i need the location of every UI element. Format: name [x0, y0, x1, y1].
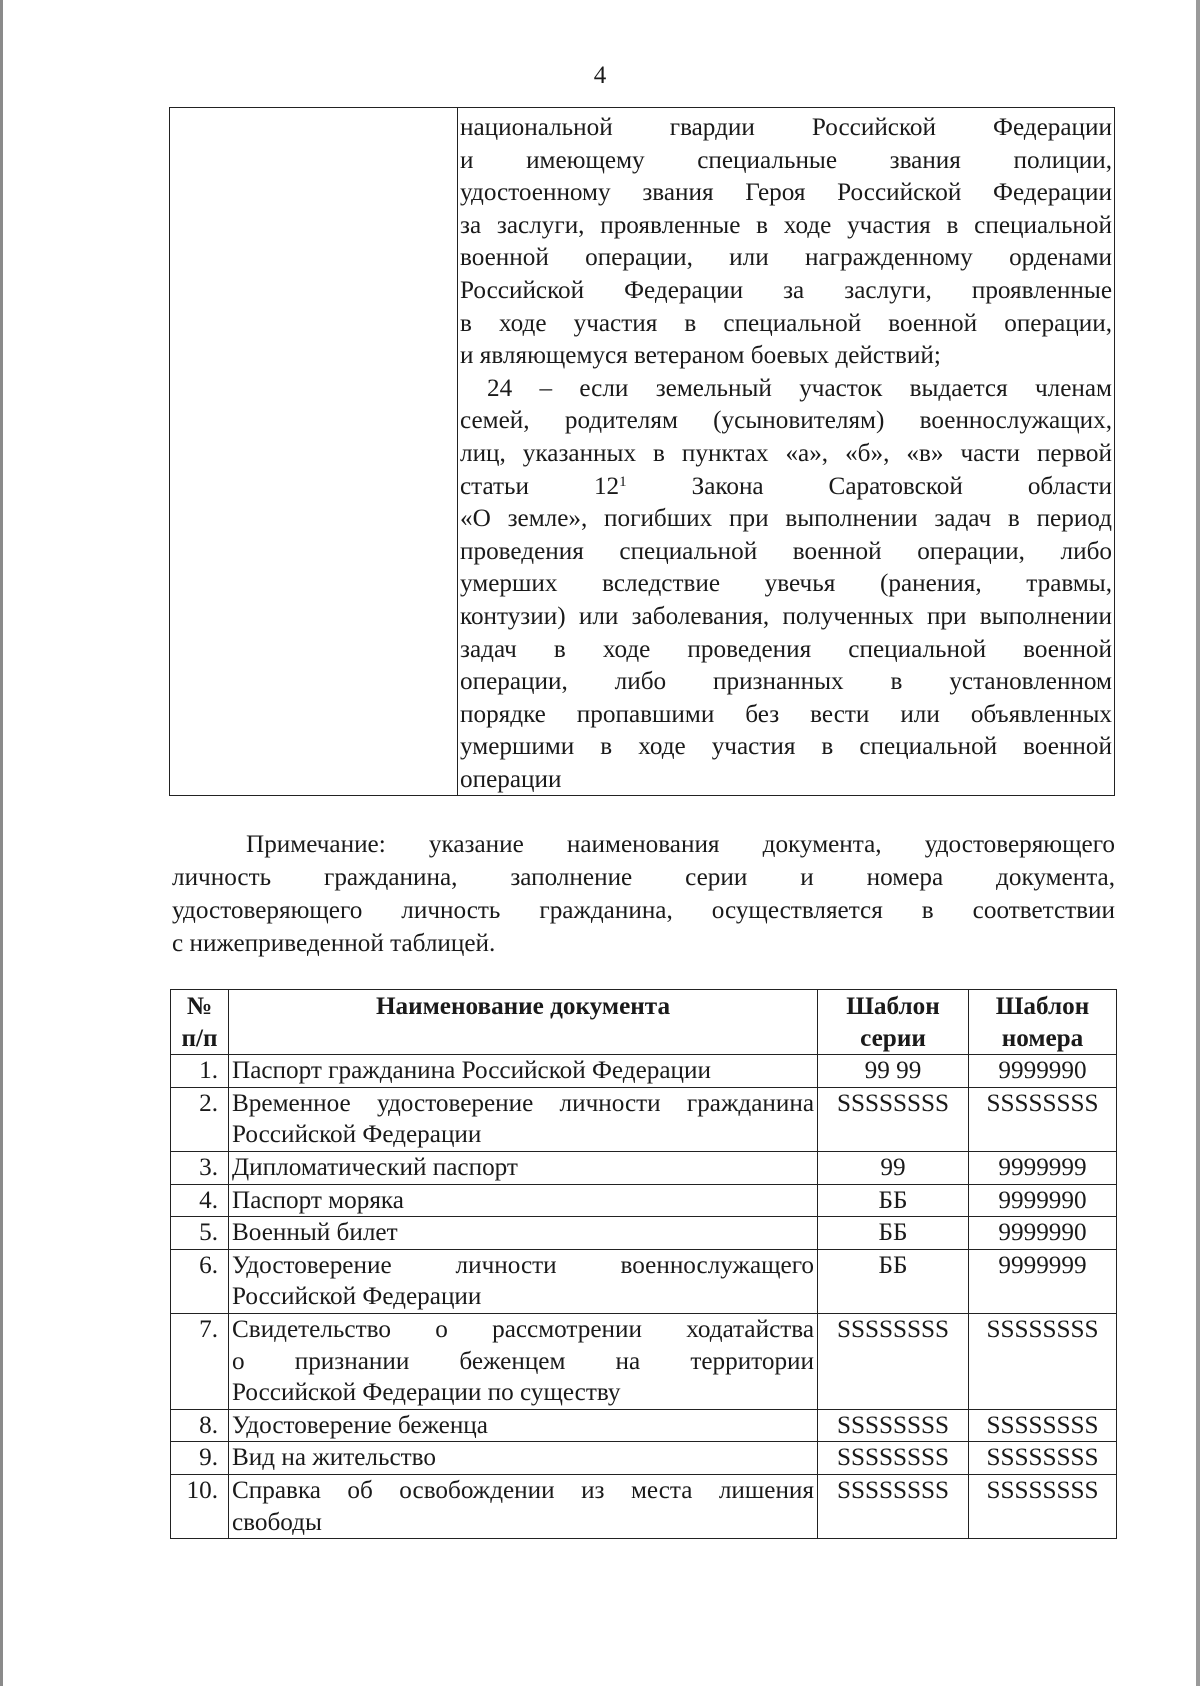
- note-line: личность гражданина, заполнение серии и номера документа,: [172, 864, 1115, 891]
- row-number: 9999999: [969, 1249, 1117, 1313]
- scan-edge-right: [1196, 0, 1200, 1686]
- text-line: национальной гвардии Российской Федерации: [460, 114, 1112, 141]
- text-line: умерших вследствие увечья (ранения, травмы,: [460, 570, 1112, 598]
- row-num: 9.: [171, 1442, 229, 1475]
- row-series: ББ: [818, 1217, 969, 1250]
- text-line: военной операции, или награжденному орденами: [460, 244, 1112, 272]
- row-series: 99 99: [818, 1055, 969, 1088]
- row-number: SSSSSSSS: [969, 1409, 1117, 1442]
- row-series: 99: [818, 1151, 969, 1184]
- scan-edge-left: [0, 0, 3, 1686]
- table-row: [171, 1151, 1117, 1184]
- page-number: 4: [593, 62, 607, 89]
- row-num: 4.: [171, 1184, 229, 1217]
- documents-table: [170, 989, 1117, 1539]
- row-number: 9999990: [969, 1217, 1117, 1250]
- text-line: умершими в ходе участия в специальной военной: [460, 733, 1112, 761]
- text-line: проведения специальной военной операции, либо: [460, 537, 1112, 565]
- table-row: [171, 1409, 1117, 1442]
- table-row: [171, 1249, 1117, 1313]
- row-name: Паспорт гражданина Российской Федерации: [229, 1055, 818, 1088]
- row-name: Удостоверение личности военнослужащего Российской Федерации: [229, 1249, 818, 1313]
- note-paragraph: [172, 828, 1115, 960]
- text-line: за заслуги, проявленные в ходе участия в специальной: [460, 211, 1112, 239]
- row-number: SSSSSSSS: [969, 1087, 1117, 1151]
- law-name: Закона Саратовской области: [691, 472, 1113, 500]
- text-line: контузии) или заболевания, полученных при выполнении: [460, 602, 1112, 630]
- text-line: операции, либо признанных в установленном: [460, 668, 1112, 696]
- row-name: Удостоверение беженца: [229, 1409, 818, 1442]
- text-line: семей, родителям (усыновителям) военнослужащих,: [460, 407, 1112, 435]
- row-name: Временное удостоверение личности гражданина Российской Федерации: [229, 1087, 818, 1151]
- article-superscript: 1: [619, 473, 627, 490]
- row-series: SSSSSSSS: [818, 1474, 969, 1538]
- row-num: 1.: [171, 1055, 229, 1088]
- text-line: 24 – если земельный участок выдается членам: [487, 374, 1112, 402]
- row-name: Военный билет: [229, 1217, 818, 1250]
- text-line: «О земле», погибших при выполнении задач в период: [460, 505, 1112, 533]
- statute-word: статьи: [460, 472, 529, 500]
- table-row: [171, 1442, 1117, 1475]
- row-num: 3.: [171, 1151, 229, 1184]
- table-row: [171, 1055, 1117, 1088]
- row-num: 7.: [171, 1313, 229, 1409]
- header-num: № п/п: [171, 990, 229, 1055]
- row-series: ББ: [818, 1249, 969, 1313]
- row-series: ББ: [818, 1184, 969, 1217]
- text-line: задач в ходе проведения специальной военной: [460, 635, 1112, 663]
- row-series: SSSSSSSS: [818, 1442, 969, 1475]
- table-row: [171, 1184, 1117, 1217]
- text-line: лиц, указанных в пунктах «а», «б», «в» части первой: [460, 439, 1112, 467]
- row-num: 8.: [171, 1409, 229, 1442]
- table-column-divider: [457, 108, 458, 795]
- row-name: Паспорт моряка: [229, 1184, 818, 1217]
- table-row: [171, 1087, 1117, 1151]
- row-name: Свидетельство о рассмотрении ходатайства о признании беженцем на территории Российской Федерации по существу: [229, 1313, 818, 1409]
- row-number: 9999990: [969, 1184, 1117, 1217]
- row-number: SSSSSSSS: [969, 1474, 1117, 1538]
- continuation-table: [169, 107, 1115, 796]
- row-number: 9999999: [969, 1151, 1117, 1184]
- row-series: SSSSSSSS: [818, 1313, 969, 1409]
- row-number: SSSSSSSS: [969, 1442, 1117, 1475]
- article-number: $12^1$: [593, 472, 627, 500]
- table-row: [171, 1217, 1117, 1250]
- table-row: [171, 1313, 1117, 1409]
- row-series: SSSSSSSS: [818, 1087, 969, 1151]
- text-line: и являющемуся ветераном боевых действий;: [460, 342, 941, 370]
- row-num: 2.: [171, 1087, 229, 1151]
- table-row: [171, 1474, 1117, 1538]
- text-line: операции: [460, 765, 562, 793]
- text-line: порядке пропавшими без вести или объявленных: [460, 700, 1112, 728]
- table-header-row: [171, 990, 1117, 1055]
- text-line-statute: [460, 471, 1112, 504]
- row-name: Вид на жительство: [229, 1442, 818, 1475]
- row-name: Справка об освобождении из места лишения свободы: [229, 1474, 818, 1538]
- row-number: 9999990: [969, 1055, 1117, 1088]
- header-series: Шаблон серии: [818, 990, 969, 1055]
- continuation-text: [460, 112, 1112, 796]
- row-number: SSSSSSSS: [969, 1313, 1117, 1409]
- header-name: Наименование документа: [229, 990, 818, 1055]
- text-line: и имеющему специальные звания полиции,: [460, 146, 1112, 174]
- note-line: Примечание: указание наименования документа, удостоверяющего: [246, 831, 1115, 858]
- text-line: в ходе участия в специальной военной операции,: [460, 309, 1112, 337]
- row-num: 6.: [171, 1249, 229, 1313]
- text-line: удостоенному звания Героя Российской Федерации: [460, 179, 1112, 207]
- row-name: Дипломатический паспорт: [229, 1151, 818, 1184]
- row-num: 10.: [171, 1474, 229, 1538]
- row-series: SSSSSSSS: [818, 1409, 969, 1442]
- row-num: 5.: [171, 1217, 229, 1250]
- note-line: удостоверяющего личность гражданина, осуществляется в соответствии: [172, 897, 1115, 924]
- header-number: Шаблон номера: [969, 990, 1117, 1055]
- note-line: с нижеприведенной таблицей.: [172, 930, 496, 957]
- text-line: Российской Федерации за заслуги, проявленные: [460, 276, 1112, 304]
